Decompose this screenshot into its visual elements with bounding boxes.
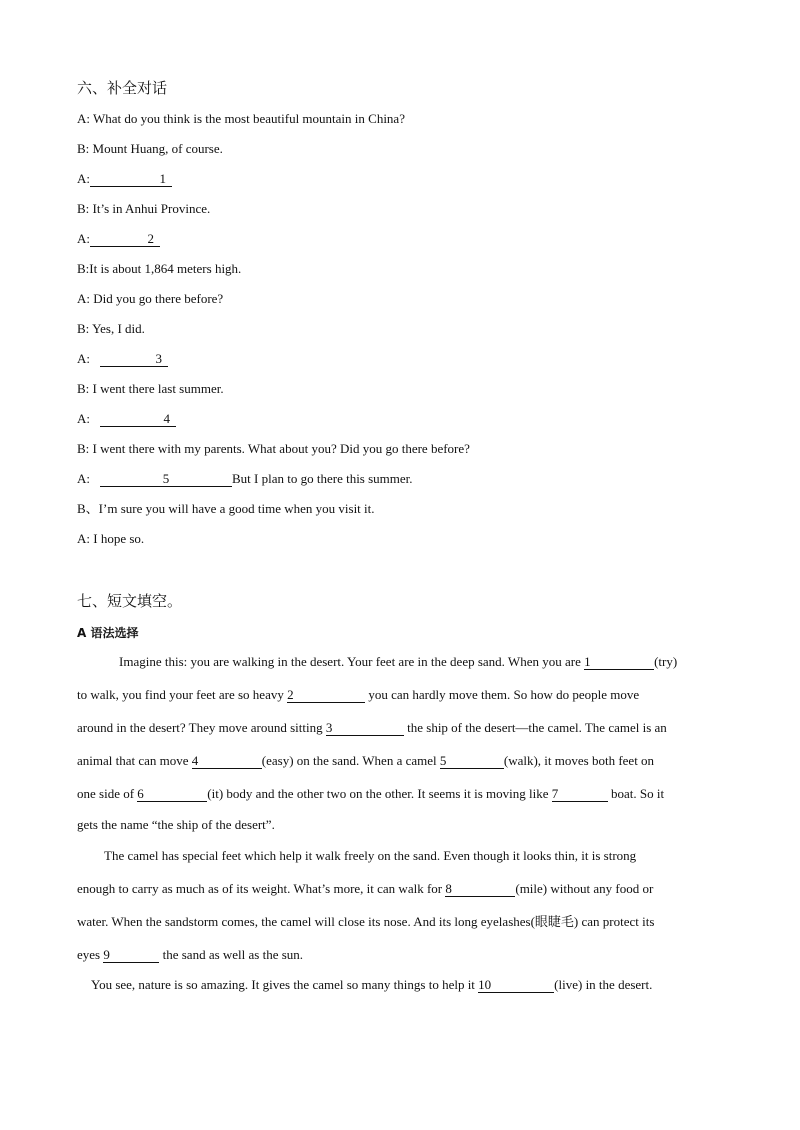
- dialogue-line: B、I’m sure you will have a good time when you visit it.: [77, 501, 375, 516]
- passage-line: You see, nature is so amazing. It gives the camel so many things to help it 10 (live) in the desert.: [91, 977, 653, 992]
- dialogue-line: A: 2: [77, 231, 160, 247]
- passage-blank-2[interactable]: 2: [287, 688, 365, 703]
- dialogue-line: A: 4: [77, 411, 176, 427]
- passage-blank-3[interactable]: 3: [326, 721, 404, 736]
- section-6-title: 六、补全对话: [77, 79, 168, 97]
- dialogue-line: B: Yes, I did.: [77, 321, 145, 336]
- dialogue-line: B: It’s in Anhui Province.: [77, 201, 211, 216]
- section-7-title: 七、短文填空。: [77, 592, 183, 610]
- dialogue-line: B: Mount Huang, of course.: [77, 141, 223, 156]
- passage-blank-4[interactable]: 4: [192, 754, 262, 769]
- passage-line: Imagine this: you are walking in the desert. Your feet are in the deep sand. When you are 1 (try): [119, 654, 678, 669]
- passage-blank-1[interactable]: 1: [584, 655, 654, 670]
- passage-blank-6[interactable]: 6: [137, 787, 207, 802]
- passage-line: gets the name “the ship of the desert”.: [77, 817, 275, 832]
- answer-blank-1[interactable]: 1: [90, 172, 172, 187]
- passage-line: eyes 9 the sand as well as the sun.: [77, 947, 304, 962]
- passage-blank-7[interactable]: 7: [552, 787, 608, 802]
- answer-blank-2[interactable]: 2: [90, 232, 160, 247]
- passage-line: around in the desert? They move around sitting 3 the ship of the desert—the camel. The camel is an: [77, 720, 667, 735]
- dialogue-line: B:It is about 1,864 meters high.: [77, 261, 242, 276]
- section-7-subtitle: A 语法选择: [77, 626, 139, 640]
- passage-line: to walk, you find your feet are so heavy 2 you can hardly move them. So how do people move: [77, 687, 640, 702]
- answer-blank-4[interactable]: 4: [100, 412, 176, 427]
- passage-line: enough to carry as much as of its weight. What’s more, it can walk for 8 (mile) without any food or: [77, 881, 654, 896]
- passage-blank-5[interactable]: 5: [440, 754, 504, 769]
- dialogue-line: A: 1: [77, 171, 172, 187]
- passage-line: animal that can move 4 (easy) on the sand. When a camel 5 (walk), it moves both feet on: [77, 753, 655, 768]
- dialogue-line: A: I hope so.: [77, 531, 145, 546]
- passage-blank-10[interactable]: 10: [478, 978, 554, 993]
- dialogue-line: A: 5 But I plan to go there this summer.: [77, 471, 413, 486]
- passage-blank-9[interactable]: 9: [103, 948, 159, 963]
- dialogue-line: A: What do you think is the most beautiful mountain in China?: [77, 111, 405, 126]
- passage-line: water. When the sandstorm comes, the camel will close its nose. And its long eyelashes(眼睫毛) can protect its: [77, 914, 655, 929]
- passage-blank-8[interactable]: 8: [445, 882, 515, 897]
- passage-line: The camel has special feet which help it walk freely on the sand. Even though it looks thin, it is strong: [104, 848, 637, 863]
- dialogue-line: A: 3: [77, 351, 168, 367]
- dialogue-line: B: I went there last summer.: [77, 381, 224, 396]
- dialogue-line: B: I went there with my parents. What about you? Did you go there before?: [77, 441, 470, 456]
- passage-line: one side of 6 (it) body and the other two on the other. It seems it is moving like 7 boat. So it: [77, 786, 665, 801]
- answer-blank-5[interactable]: 5: [100, 472, 232, 487]
- dialogue-line: A: Did you go there before?: [77, 291, 224, 306]
- answer-blank-3[interactable]: 3: [100, 352, 168, 367]
